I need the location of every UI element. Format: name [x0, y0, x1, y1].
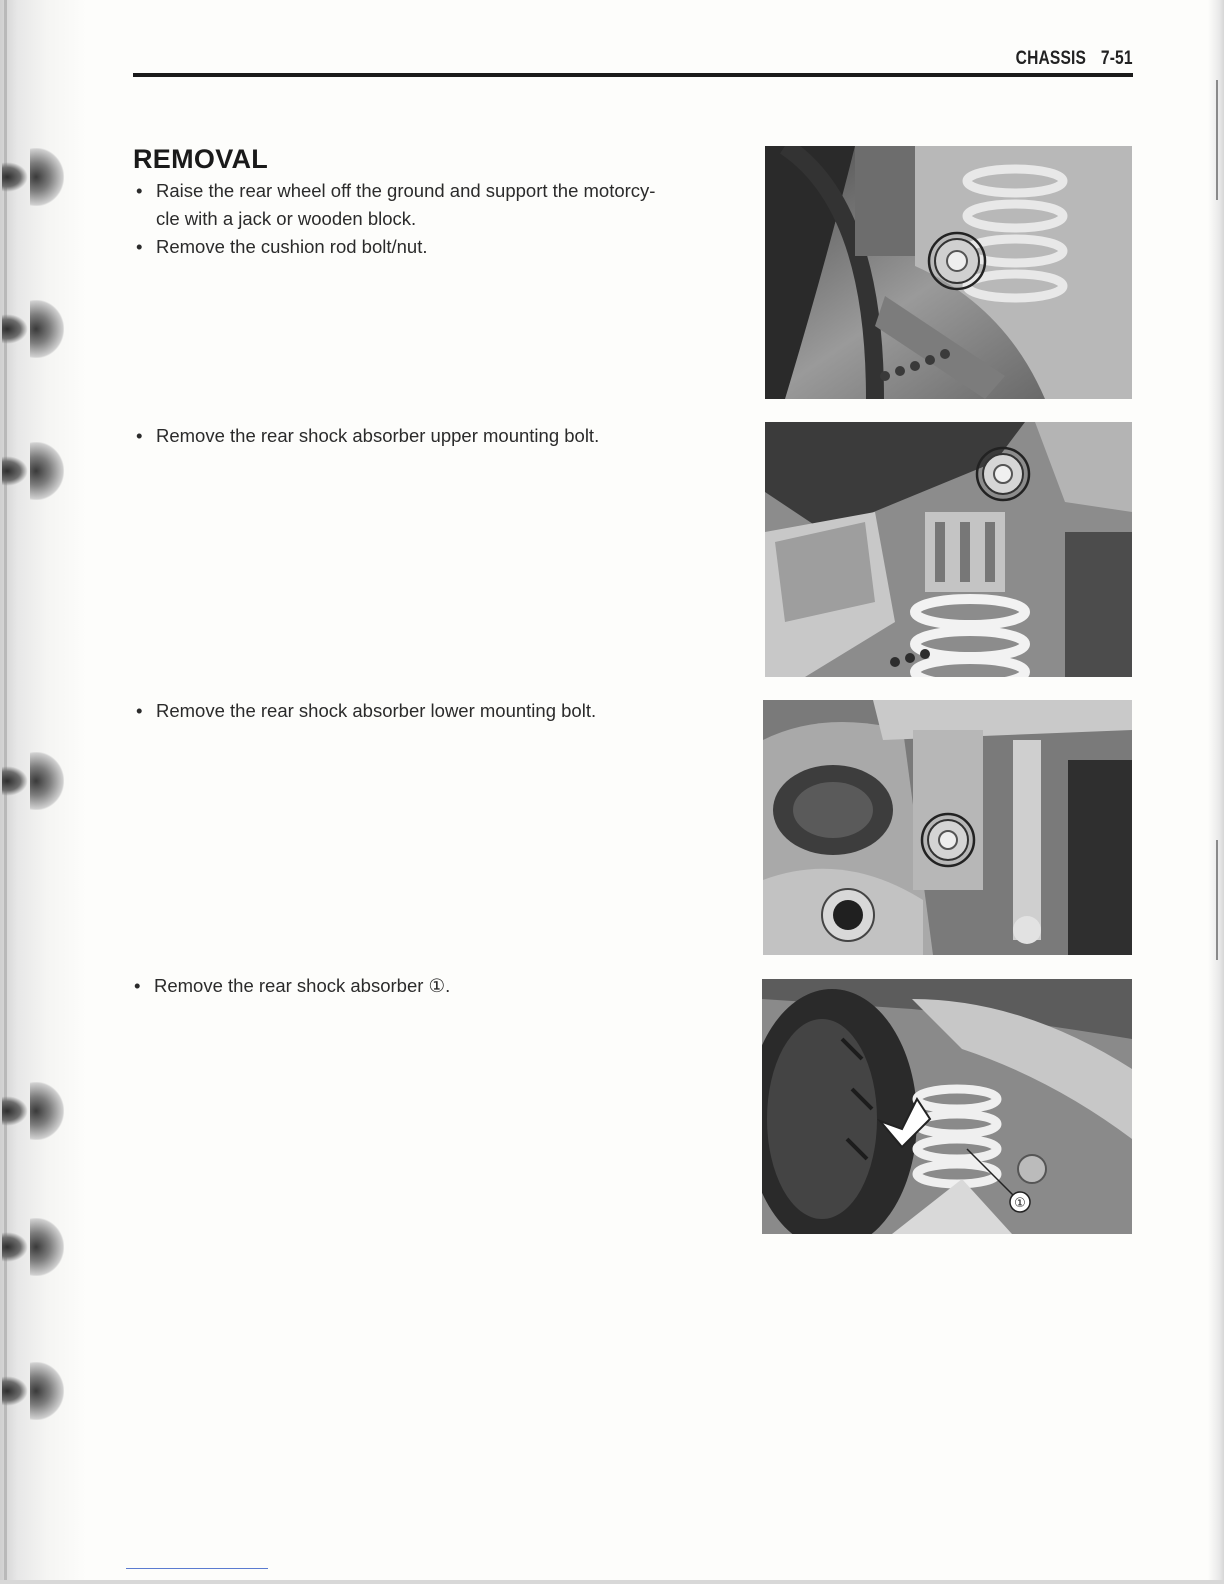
- binder-hole: [30, 300, 64, 358]
- callout-1: ①: [1014, 1196, 1026, 1211]
- page-bottom-edge: [0, 1580, 1224, 1584]
- page-edge-mark: [1216, 840, 1218, 960]
- page-header: [0, 48, 1133, 72]
- photo-lower-mounting-bolt: [763, 700, 1132, 955]
- page-edge-mark: [1216, 80, 1218, 200]
- page-number: 7-51: [1101, 48, 1133, 69]
- page-right-edge: [1208, 0, 1224, 1584]
- header-rule: [133, 73, 1133, 77]
- step-4: • Remove the rear shock absorber lower mounting bolt.: [136, 700, 597, 721]
- binder-hole: [30, 442, 64, 500]
- binder-hole: [30, 1218, 64, 1276]
- photo-cushion-rod-bolt: [765, 146, 1132, 399]
- step-5: • Remove the rear shock absorber ①.: [134, 975, 451, 996]
- section-title: REMOVAL: [133, 144, 269, 174]
- photo-remove-shock-absorber: [762, 979, 1132, 1234]
- footer-line: [126, 1568, 268, 1569]
- step-2: • Remove the cushion rod bolt/nut.: [136, 236, 428, 257]
- binder-hole: [30, 752, 64, 810]
- step-1: • Raise the rear wheel off the ground and support the motorcy- cle with a jack or wooden block.: [136, 180, 656, 229]
- section-name: CHASSIS: [1015, 48, 1087, 69]
- photo-upper-mounting-bolt: [765, 422, 1132, 677]
- binder-hole: [30, 1082, 64, 1140]
- binder-hole: [30, 1362, 64, 1420]
- step-3: • Remove the rear shock absorber upper mounting bolt.: [136, 425, 600, 446]
- binder-hole: [30, 148, 64, 206]
